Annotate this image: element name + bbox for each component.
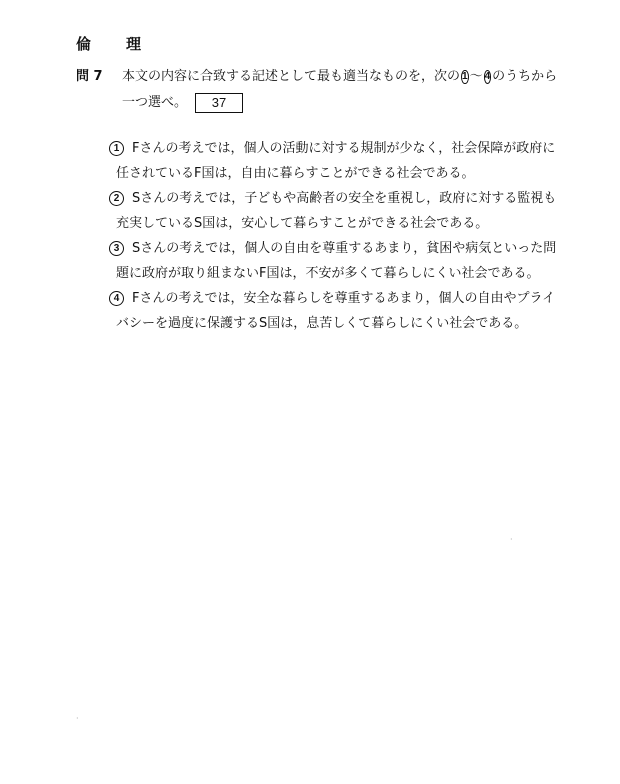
- choice-text-line-2: 充実しているS国は，安心して暮らすことができる社会である。: [116, 216, 489, 231]
- choice-item-3[interactable]: [108, 236, 558, 286]
- question-line-2: [76, 90, 556, 116]
- answer-box[interactable]: 37: [195, 93, 243, 113]
- question-block: [76, 64, 556, 116]
- scan-speck: ·: [76, 714, 79, 723]
- question-text: 本文の内容に合致する記述として最も適当なものを，次の: [122, 69, 461, 84]
- choice-text-line-2: バシーを過度に保護するS国は，息苦しくて暮らしにくい社会である。: [116, 316, 528, 331]
- choice-item-1[interactable]: [108, 136, 558, 186]
- scan-speck: ·: [510, 535, 513, 544]
- choice-text-line-2: 題に政府が取り組まないF国は，不安が多くて暮らしにくい社会である。: [116, 266, 540, 281]
- subject-heading: 倫 理: [76, 35, 152, 53]
- choice-item-4[interactable]: [108, 286, 558, 336]
- choice-number-circle: 1: [109, 141, 124, 156]
- question-number: 問 7: [76, 69, 103, 84]
- choice-text-line-1: Fさんの考えでは，個人の活動に対する規制が少なく，社会保障が政府に: [132, 141, 556, 156]
- range-start-circle: 1: [462, 71, 468, 82]
- choice-item-2[interactable]: [108, 186, 558, 236]
- choice-text-line-2: 任されているF国は，自由に暮らすことができる社会である。: [116, 166, 475, 181]
- choice-number-circle: 2: [109, 191, 124, 206]
- question-instruction: 一つ選べ。: [122, 95, 188, 110]
- choice-list: [108, 136, 558, 336]
- question-text-tail: のうちから: [492, 69, 558, 84]
- range-separator: ～: [469, 69, 483, 84]
- choice-number-circle: 3: [109, 241, 124, 256]
- choice-number-circle: 4: [109, 291, 124, 306]
- choice-text-line-1: Sさんの考えでは，子どもや高齢者の安全を重視し，政府に対する監視も: [132, 191, 557, 206]
- choice-text-line-1: Sさんの考えでは，個人の自由を尊重するあまり，貧困や病気といった問: [132, 241, 557, 256]
- choice-text-line-1: Fさんの考えでは，安全な暮らしを尊重するあまり，個人の自由やプライ: [132, 291, 556, 306]
- question-line-1: [76, 64, 556, 90]
- range-end-circle: 4: [484, 71, 491, 82]
